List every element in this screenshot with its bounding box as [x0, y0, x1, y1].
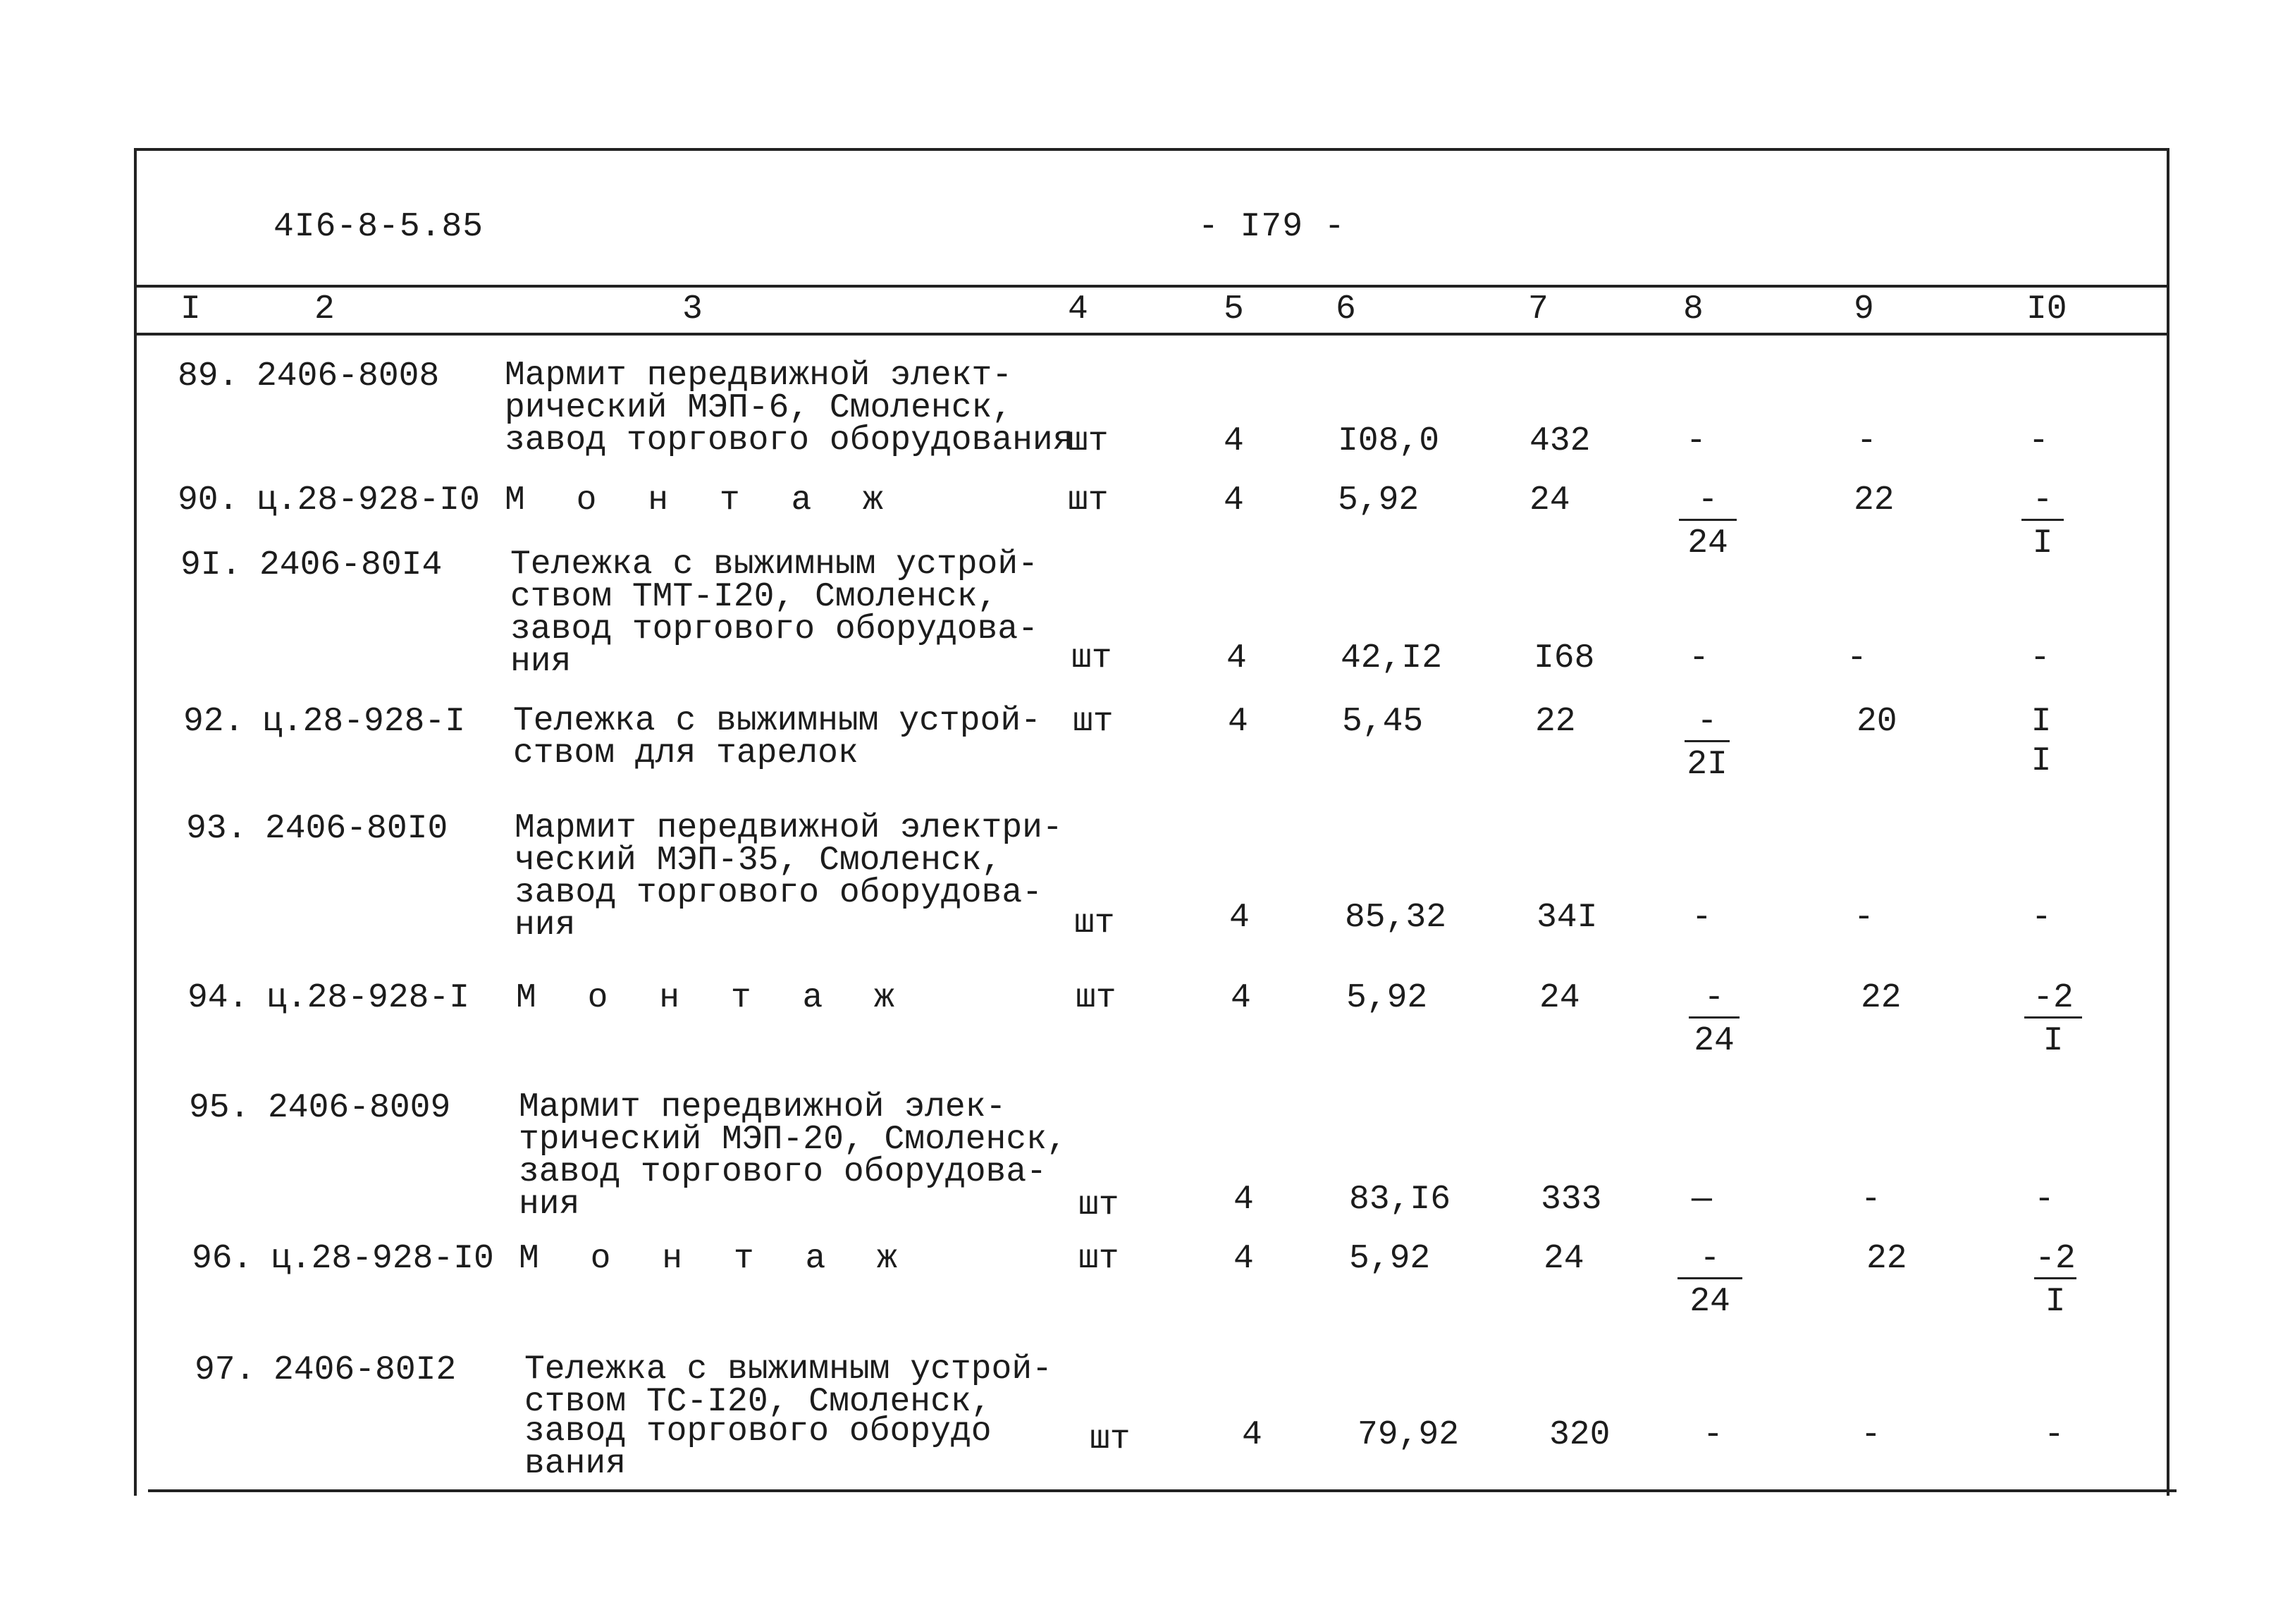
column-number: 5 — [1224, 290, 1244, 328]
unit-price: 79,92 — [1358, 1416, 1460, 1454]
col10-fraction: $\frac{-2}{I}$ — [2035, 1240, 2076, 1321]
quantity: 4 — [1229, 899, 1250, 937]
unit-price: I08,0 — [1338, 422, 1440, 460]
unit: шт — [1078, 1186, 1119, 1224]
total-value: I68 — [1534, 639, 1595, 677]
header-rule-top — [134, 285, 2167, 288]
unit: шт — [1073, 703, 1114, 741]
unit-price: 5,92 — [1338, 481, 1420, 519]
item-description: Мармит передвижной электри- ческий МЭП-35, Смоленск, завод торгового оборудова- ния — [515, 809, 1063, 945]
item-code: 2406-8008 — [257, 357, 440, 395]
item-description: Мармит передвижной элек- трический МЭП-20, Смоленск, завод торгового оборудова- ния — [519, 1088, 1067, 1224]
quantity: 4 — [1231, 979, 1251, 1017]
col9-value: - — [1857, 422, 1877, 460]
unit-price: 42,I2 — [1341, 639, 1443, 677]
total-value: 432 — [1529, 422, 1591, 460]
unit-price: 83,I6 — [1349, 1181, 1451, 1219]
col10-values: I I — [2031, 703, 2052, 780]
col9-value: - — [1854, 899, 1874, 937]
item-description: М о н т а ж — [505, 481, 899, 519]
col8-value: - — [1686, 422, 1706, 460]
row-number: 93. — [186, 810, 247, 848]
row-number: 92. — [183, 703, 245, 741]
unit: шт — [1068, 481, 1109, 519]
col9-value: 22 — [1861, 979, 1902, 1017]
col8-fraction: - 24 — [1689, 981, 1740, 1058]
quantity: 4 — [1226, 639, 1247, 677]
quantity: 4 — [1224, 481, 1244, 519]
item-code: ц.28-928-I — [262, 703, 466, 741]
total-value: 320 — [1549, 1416, 1611, 1454]
column-number: I0 — [2026, 290, 2067, 328]
column-number: 8 — [1683, 290, 1704, 328]
item-code: 2406-80I4 — [259, 546, 443, 584]
doc-code: 4I6-8-5.85 — [273, 208, 484, 246]
header-rule-bottom — [134, 333, 2167, 336]
column-number: 9 — [1854, 290, 1874, 328]
col9-value: - — [1861, 1181, 1881, 1219]
total-value: 333 — [1541, 1181, 1602, 1219]
col8-value: - — [1703, 1416, 1723, 1454]
column-number: 7 — [1528, 290, 1549, 328]
col9-value: 20 — [1857, 703, 1897, 741]
row-number: 89. — [178, 357, 239, 395]
total-value: 24 — [1544, 1240, 1584, 1278]
total-value: 24 — [1529, 481, 1570, 519]
col9-value: 22 — [1866, 1240, 1907, 1278]
column-number: 3 — [682, 290, 703, 328]
row-number: 9I. — [180, 546, 242, 584]
col10-value: - — [2044, 1416, 2064, 1454]
table-bottom-border — [148, 1489, 2177, 1492]
page-number: - I79 - — [1198, 208, 1346, 246]
item-code: 2406-80I2 — [273, 1351, 457, 1389]
quantity: 4 — [1224, 422, 1244, 460]
row-number: 97. — [195, 1351, 256, 1389]
total-value: 34I — [1537, 899, 1598, 937]
unit: шт — [1076, 979, 1116, 1017]
item-code: 2406-80I0 — [265, 810, 448, 848]
item-description: Мармит передвижной элект- рический МЭП-6, Смоленск, завод торгового оборудования — [505, 357, 1073, 460]
item-description: Тележка с выжимным устрой- ством ТС-I20, Смоленск, завод торгового оборудо вания — [524, 1351, 1052, 1483]
item-code: 2406-8009 — [268, 1089, 451, 1127]
col8-fraction: - 2I — [1685, 705, 1730, 782]
col8-value: — — [1692, 1181, 1712, 1219]
unit: шт — [1078, 1240, 1119, 1278]
row-number: 95. — [189, 1089, 250, 1127]
unit: шт — [1090, 1420, 1131, 1458]
col10-value: - — [2034, 1181, 2055, 1219]
unit: шт — [1074, 904, 1115, 942]
col10-value: - — [2031, 899, 2052, 937]
unit-price: 5,45 — [1342, 703, 1424, 741]
col9-value: - — [1847, 639, 1867, 677]
total-value: 22 — [1535, 703, 1576, 741]
unit-price: 5,92 — [1349, 1240, 1431, 1278]
col8-fraction: - 24 — [1678, 1242, 1742, 1319]
quantity: 4 — [1233, 1240, 1254, 1278]
col10-value: - — [2030, 639, 2050, 677]
column-number: I — [180, 290, 201, 328]
col8-value: - — [1689, 639, 1709, 677]
column-number: 2 — [314, 290, 335, 328]
unit: шт — [1071, 639, 1112, 677]
column-number: 4 — [1068, 290, 1088, 328]
item-code: ц.28-928-I0 — [271, 1240, 494, 1278]
unit-price: 85,32 — [1345, 899, 1447, 937]
row-number: 94. — [187, 979, 249, 1017]
col8-value: - — [1692, 899, 1712, 937]
item-description: Тележка с выжимным устрой- ством ТМТ-I20, Смоленск, завод торгового оборудова- ния — [510, 546, 1038, 681]
col8-fraction: - 24 — [1679, 484, 1737, 560]
col10-fraction: $\frac{-2}{I}$ — [2024, 981, 2082, 1058]
col9-value: 22 — [1854, 481, 1895, 519]
item-code: ц.28-928-I — [266, 979, 470, 1017]
unit-price: 5,92 — [1346, 979, 1428, 1017]
col10-value: - — [2029, 422, 2049, 460]
col10-fraction: - I — [2021, 484, 2064, 560]
col9-value: - — [1861, 1416, 1881, 1454]
item-description: Тележка с выжимным устрой- ством для тарелок — [513, 702, 1041, 773]
quantity: 4 — [1242, 1416, 1262, 1454]
row-number: 96. — [192, 1240, 253, 1278]
item-description: М о н т а ж — [519, 1240, 913, 1278]
item-description: М о н т а ж — [516, 979, 910, 1017]
row-number: 90. — [178, 481, 239, 519]
unit: шт — [1068, 422, 1109, 460]
quantity: 4 — [1228, 703, 1248, 741]
total-value: 24 — [1539, 979, 1580, 1017]
quantity: 4 — [1233, 1181, 1254, 1219]
column-number: 6 — [1336, 290, 1356, 328]
item-code: ц.28-928-I0 — [257, 481, 480, 519]
